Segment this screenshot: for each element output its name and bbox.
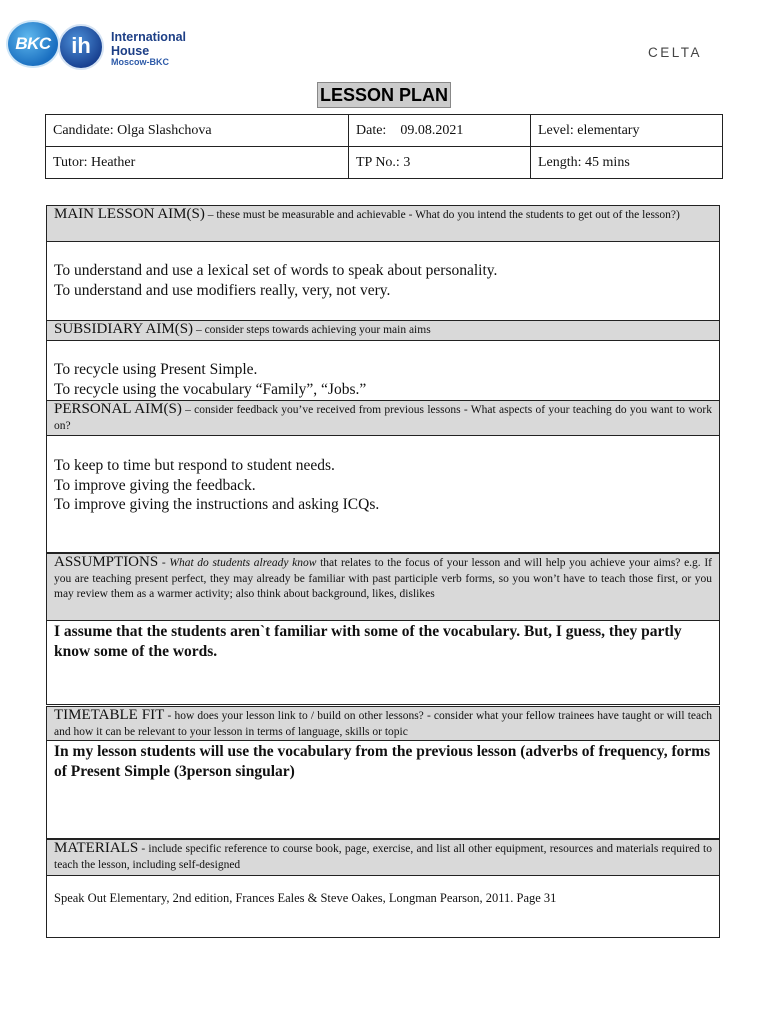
page-title: LESSON PLAN — [317, 82, 451, 108]
assumptions-dash: - — [158, 557, 170, 569]
personal-aims-hint: – consider feedback you’ve received from previous lessons - What aspects of your teaching do you want to work on? — [54, 404, 712, 432]
brand-line-1: International — [111, 30, 187, 44]
tutor-cell: Tutor: Heather — [46, 147, 349, 179]
assumptions-heading — [46, 553, 720, 621]
main-aims-hint: – these must be measurable and achievable - What do you intend the students to get out of the lesson?) — [204, 209, 680, 221]
main-aims-body — [46, 242, 720, 321]
timetable-fit-hint: - how does your lesson link to / build on other lessons? - consider what your fellow trainees have taught or will teach and how it can be relevant to your lesson in terms of language, skills or topic — [54, 710, 712, 738]
timetable-fit-heading — [46, 706, 720, 741]
main-aims-section — [46, 205, 720, 321]
personal-aim-line: To improve giving the instructions and asking ICQs. — [54, 496, 380, 513]
subsidiary-aims-title: SUBSIDIARY AIM(S) — [54, 321, 194, 337]
tp-number-cell: TP No.: 3 — [349, 147, 531, 179]
celta-label: CELTA — [648, 45, 703, 60]
assumptions-section — [46, 553, 720, 705]
materials-title: MATERIALS — [54, 840, 139, 856]
bkc-logo-mark: BKC — [6, 20, 60, 68]
subsidiary-aims-hint: – consider steps towards achieving your main aims — [193, 324, 431, 336]
ih-logo-mark: ih — [58, 24, 104, 70]
lesson-info-table — [45, 114, 723, 179]
length-cell: Length: 45 mins — [531, 147, 723, 179]
personal-aims-section — [46, 400, 720, 553]
assumptions-hint: that relates to the focus of your lesson and will help you achieve your aims? e.g. If you are teaching present perfect, they may already be familiar with past participle verb forms, so you won’t have to teach those first, or you may review them as a warmer activity; also think about background, likes, dislikes — [54, 557, 712, 600]
timetable-fit-section — [46, 706, 720, 839]
personal-aims-title: PERSONAL AIM(S) — [54, 401, 182, 417]
brand-line-2: House — [111, 43, 150, 58]
ih-moscow-bkc-logo — [6, 18, 206, 72]
personal-aim-line: To improve giving the feedback. — [54, 476, 256, 494]
materials-body: Speak Out Elementary, 2nd edition, Frances Eales & Steve Oakes, Longman Pearson, 2011. Page 31 — [46, 876, 720, 938]
assumptions-hint-italic: What do students already know — [169, 557, 317, 569]
personal-aim-line: To keep to time but respond to student needs. — [54, 457, 335, 474]
main-aim-line: To understand and use modifiers really, very, not very. — [54, 281, 391, 299]
brand-name — [111, 31, 186, 67]
candidate-cell: Candidate: Olga Slashchova — [46, 115, 349, 147]
main-aim-line: To understand and use a lexical set of words to speak about personality. — [54, 262, 498, 279]
brand-line-3: Moscow-BKC — [111, 57, 169, 67]
materials-hint: - include specific reference to course book, page, exercise, and list all other equipment, resources and materials required to teach the lesson, including self-designed — [54, 843, 712, 871]
timetable-fit-title: TIMETABLE FIT — [54, 707, 165, 723]
subsidiary-aim-line: To recycle using Present Simple. — [54, 361, 258, 378]
personal-aims-heading — [46, 400, 720, 436]
info-row-1 — [46, 115, 723, 147]
info-row-2 — [46, 147, 723, 179]
level-cell: Level: elementary — [531, 115, 723, 147]
subsidiary-aim-line: To recycle using the vocabulary “Family”, “Jobs.” — [54, 380, 367, 398]
subsidiary-aims-heading — [46, 320, 720, 341]
assumptions-body: I assume that the students aren`t familiar with some of the vocabulary. But, I guess, they partly know some of the words. — [46, 621, 720, 705]
assumptions-title: ASSUMPTIONS — [54, 554, 159, 570]
timetable-fit-body: In my lesson students will use the vocabulary from the previous lesson (adverbs of frequency, forms of Present Simple (3person singular) — [46, 741, 720, 839]
main-aims-heading — [46, 205, 720, 242]
personal-aims-body — [46, 436, 720, 553]
materials-section — [46, 839, 720, 938]
subsidiary-aims-section — [46, 320, 720, 401]
main-aims-title: MAIN LESSON AIM(S) — [54, 206, 205, 222]
date-cell: Date: 09.08.2021 — [349, 115, 531, 147]
materials-heading — [46, 839, 720, 876]
subsidiary-aims-body — [46, 341, 720, 401]
